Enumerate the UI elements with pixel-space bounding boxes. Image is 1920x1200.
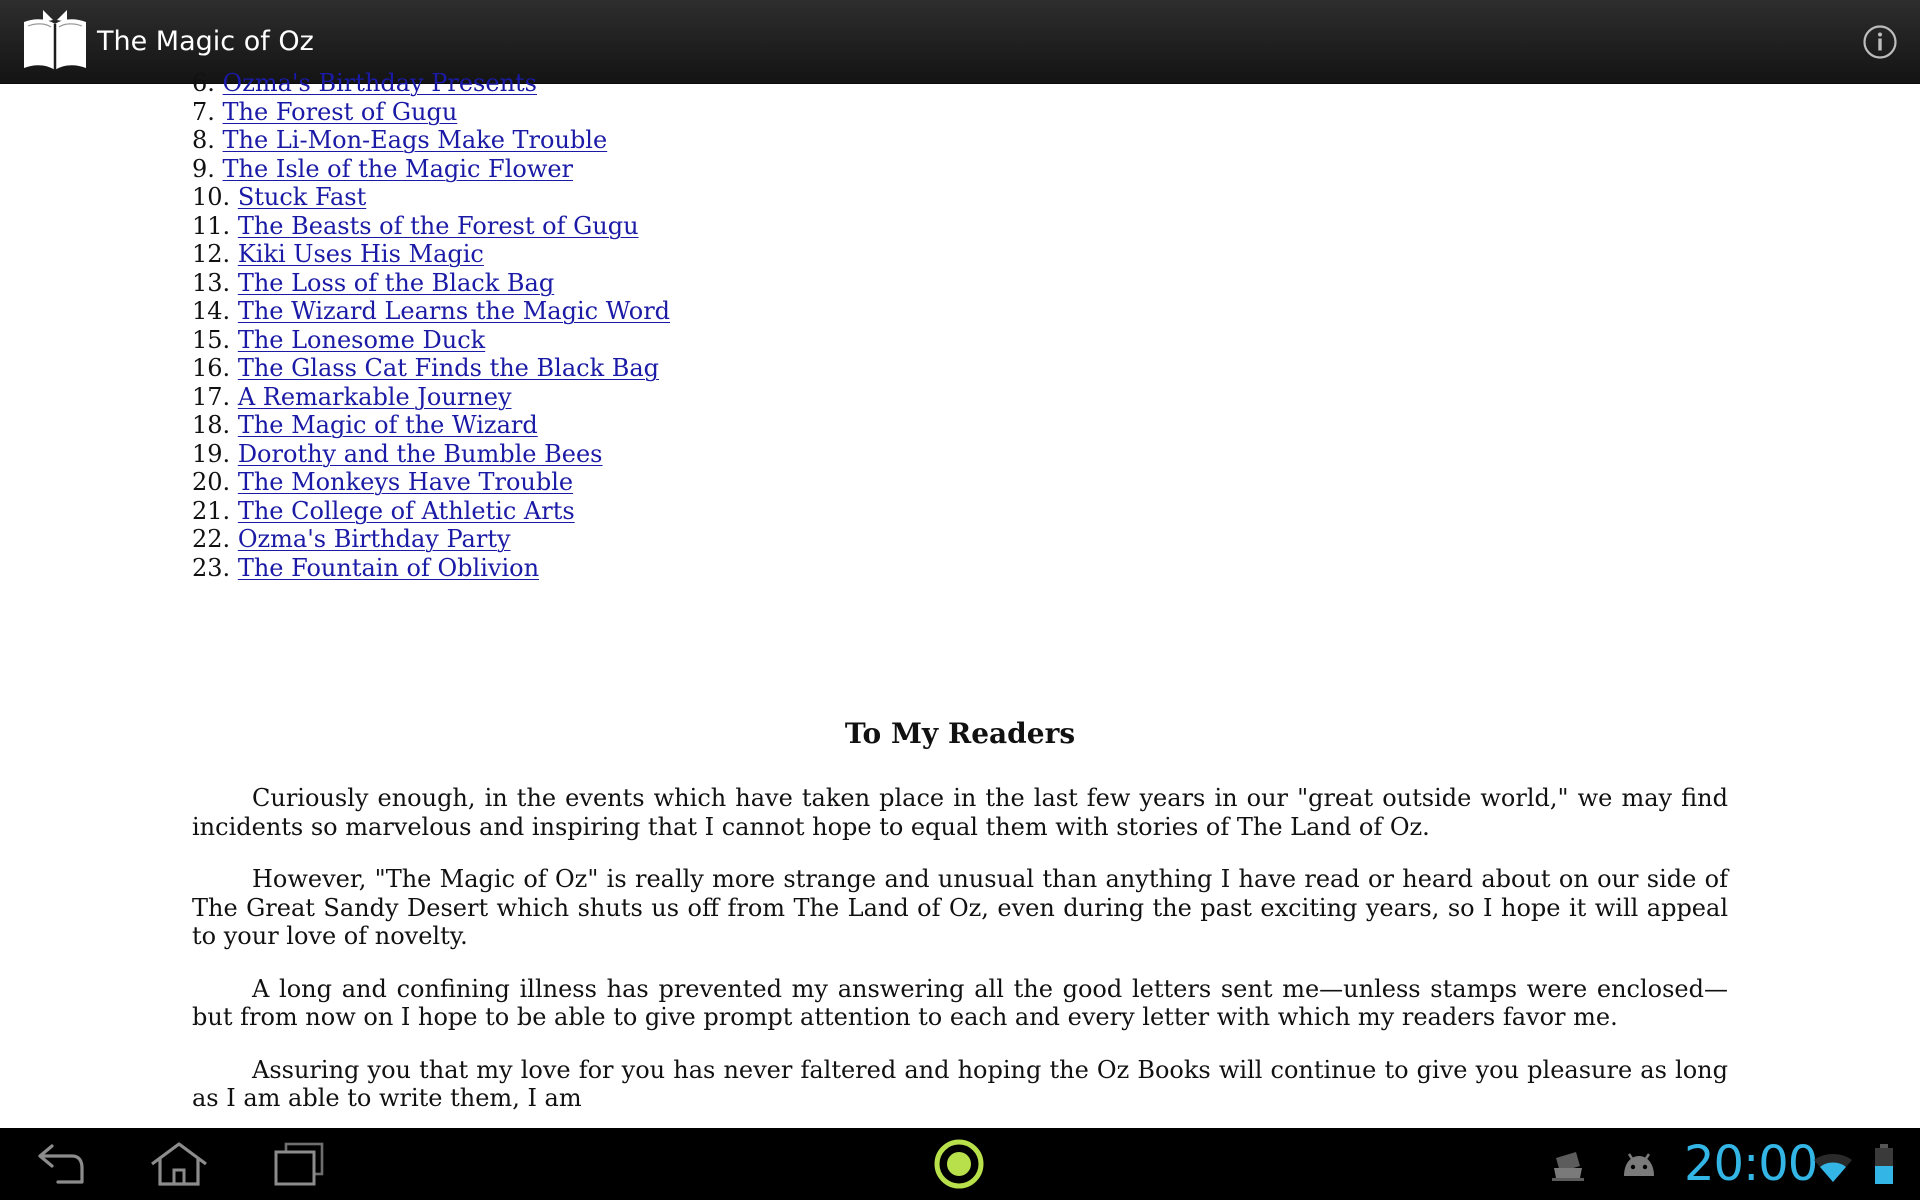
toc-link[interactable]: Ozma's Birthday Presents [222, 69, 537, 97]
toc-link[interactable]: The Loss of the Black Bag [237, 268, 555, 297]
toc-link[interactable]: The Beasts of the Forest of Gugu [237, 211, 639, 240]
toc-number: 6. [192, 69, 215, 97]
toc-item [192, 98, 670, 127]
toc-link[interactable]: The Magic of the Wizard [237, 411, 538, 439]
toc-item [192, 554, 670, 583]
app-launcher-icon[interactable] [932, 1137, 986, 1191]
toc-item [192, 525, 670, 554]
chapter-heading: To My Readers [844, 717, 1076, 750]
paragraph: However, "The Magic of Oz" is really more strange and unusual than anything I have read or heard about on our side of The Great Sandy Desert which shuts us off from The Land of Oz, even during the past exciting years, so I hope it will appeal to your love of novelty. [192, 865, 1728, 950]
toc-number: 9. [192, 154, 215, 183]
toc-link[interactable]: Ozma's Birthday Party [237, 525, 511, 553]
toc-item [192, 269, 670, 298]
chapter-body [192, 784, 1728, 1137]
toc-link[interactable]: The College of Athletic Arts [237, 496, 575, 525]
toc-link[interactable]: Dorothy and the Bumble Bees [237, 439, 603, 468]
table-of-contents [192, 69, 670, 582]
toc-link[interactable]: A Remarkable Journey [237, 382, 512, 411]
reader-content[interactable] [0, 69, 1920, 1128]
toc-link[interactable]: Kiki Uses His Magic [237, 240, 484, 268]
toc-number: 15. [192, 325, 231, 354]
toc-number: 8. [192, 126, 215, 154]
toc-number: 13. [192, 268, 231, 297]
toc-number: 11. [192, 211, 231, 240]
wifi-icon [1812, 1150, 1854, 1184]
app-title: The Magic of Oz [97, 26, 314, 57]
toc-item [192, 411, 670, 440]
toc-number: 10. [192, 183, 231, 211]
back-icon[interactable] [32, 1140, 88, 1188]
toc-item [192, 468, 670, 497]
paragraph: Curiously enough, in the events which have taken place in the last few years in our "great outside world," we may find incidents so marvelous and inspiring that I cannot hope to equal them with stories of The Land of Oz. [192, 784, 1728, 841]
toc-number: 17. [192, 382, 231, 411]
info-icon[interactable] [1862, 24, 1898, 60]
toc-item [192, 126, 670, 155]
toc-item [192, 240, 670, 269]
toc-link[interactable]: The Forest of Gugu [222, 97, 458, 126]
paragraph: A long and confining illness has prevented my answering all the good letters sent me—unless stamps were enclosed—but from now on I hope to be able to give prompt attention to each and every letter with which my readers favor me. [192, 974, 1728, 1031]
toc-item [192, 183, 670, 212]
toc-number: 21. [192, 496, 231, 525]
toc-item [192, 69, 670, 98]
recent-apps-icon[interactable] [272, 1140, 328, 1188]
toc-link[interactable]: The Lonesome Duck [237, 325, 486, 354]
toc-number: 18. [192, 411, 231, 439]
toc-item [192, 326, 670, 355]
toc-item [192, 155, 670, 184]
battery-icon [1874, 1144, 1894, 1184]
toc-link[interactable]: The Wizard Learns the Magic Word [237, 297, 671, 325]
toc-link[interactable]: The Li-Mon-Eags Make Trouble [222, 126, 608, 154]
toc-link[interactable]: The Isle of the Magic Flower [222, 154, 574, 183]
toc-link[interactable]: The Monkeys Have Trouble [237, 468, 574, 496]
system-bar [0, 1128, 1920, 1200]
toc-item [192, 383, 670, 412]
toc-item [192, 440, 670, 469]
open-book-icon[interactable] [20, 10, 90, 74]
android-debug-icon[interactable] [1620, 1150, 1658, 1180]
toc-number: 12. [192, 240, 231, 268]
toc-item [192, 212, 670, 241]
toc-link[interactable]: The Glass Cat Finds the Black Bag [237, 354, 660, 382]
status-clock[interactable]: 20:00 [1684, 1136, 1818, 1192]
toc-number: 23. [192, 553, 231, 582]
toc-item [192, 354, 670, 383]
home-icon[interactable] [148, 1140, 210, 1188]
notification-icon[interactable] [1550, 1148, 1586, 1182]
toc-number: 19. [192, 439, 231, 468]
toc-item [192, 297, 670, 326]
toc-item [192, 497, 670, 526]
toc-number: 20. [192, 468, 231, 496]
toc-number: 7. [192, 97, 215, 126]
toc-number: 14. [192, 297, 231, 325]
toc-number: 16. [192, 354, 231, 382]
toc-link[interactable]: The Fountain of Oblivion [237, 553, 540, 582]
toc-link[interactable]: Stuck Fast [237, 183, 367, 211]
toc-number: 22. [192, 525, 231, 553]
paragraph: Assuring you that my love for you has never faltered and hoping the Oz Books will continue to give you pleasure as long as I am able to write them, I am [192, 1055, 1728, 1112]
